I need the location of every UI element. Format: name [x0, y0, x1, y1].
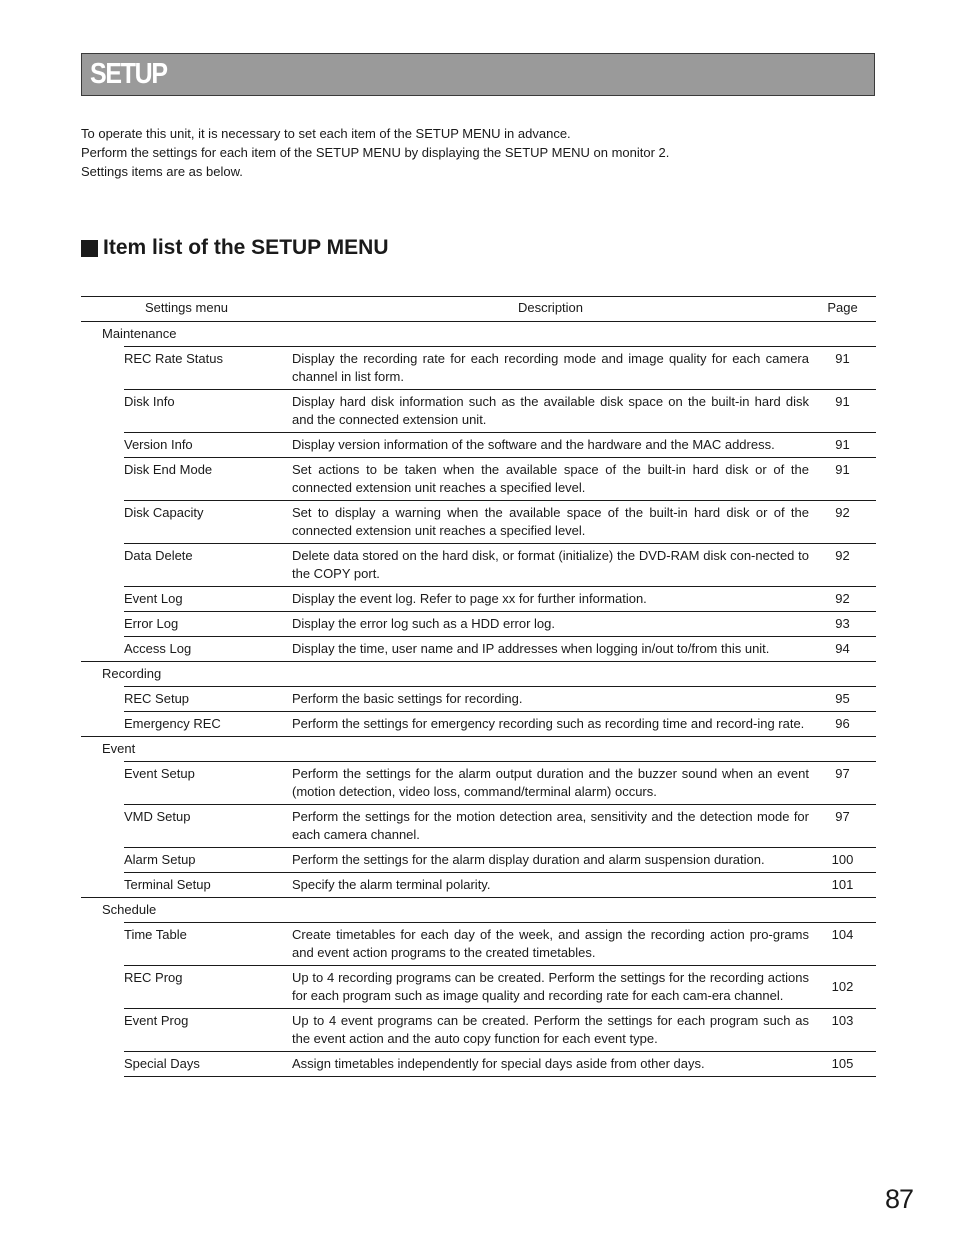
setting-name: Disk Capacity — [124, 501, 292, 544]
indent-cell — [81, 347, 124, 390]
section-heading — [81, 236, 388, 260]
setting-page: 91 — [809, 433, 876, 458]
setting-name: REC Prog — [124, 966, 292, 1009]
category-row — [81, 898, 876, 923]
table-row — [81, 966, 876, 1009]
setting-name: Version Info — [124, 433, 292, 458]
setting-page: 92 — [809, 544, 876, 587]
setting-page: 92 — [809, 501, 876, 544]
setting-description: Up to 4 event programs can be created. Perform the settings for each program such as the event action and the auto copy function for each event type. — [292, 1009, 809, 1052]
setting-name: Data Delete — [124, 544, 292, 587]
setting-page: 102 — [809, 966, 876, 1009]
setting-description: Display version information of the software and the hardware and the MAC address. — [292, 433, 809, 458]
setting-name: Alarm Setup — [124, 848, 292, 873]
setting-name: VMD Setup — [124, 805, 292, 848]
category-row — [81, 322, 876, 347]
indent-cell — [81, 433, 124, 458]
category-row — [81, 662, 876, 687]
setting-page: 94 — [809, 637, 876, 662]
setting-description: Perform the settings for the motion detection area, sensitivity and the detection mode for each camera channel. — [292, 805, 809, 848]
setting-page: 91 — [809, 458, 876, 501]
title-bar — [81, 53, 875, 96]
indent-cell — [81, 501, 124, 544]
setting-page: 91 — [809, 390, 876, 433]
intro-line: To operate this unit, it is necessary to set each item of the SETUP MENU in advance. — [81, 126, 571, 141]
indent-cell — [81, 1052, 124, 1077]
table-row — [81, 923, 876, 966]
category-name: Maintenance — [102, 326, 177, 341]
page-number: 87 — [885, 1184, 914, 1214]
indent-cell — [81, 712, 124, 737]
category-row — [81, 737, 876, 762]
setting-description: Display the error log such as a HDD error log. — [292, 612, 809, 637]
setting-description: Delete data stored on the hard disk, or format (initialize) the DVD-RAM disk con-nected to the COPY port. — [292, 544, 809, 587]
table-row — [81, 347, 876, 390]
indent-cell — [81, 612, 124, 637]
table-row — [81, 501, 876, 544]
header-page: Page — [827, 300, 858, 315]
category-name: Schedule — [81, 898, 876, 923]
setting-name: Emergency REC — [124, 712, 292, 737]
setting-description: Display the time, user name and IP addresses when logging in/out to/from this unit. — [292, 637, 809, 662]
setting-page: 92 — [809, 587, 876, 612]
indent-cell — [81, 848, 124, 873]
section-heading-text: Item list of the SETUP MENU — [103, 236, 389, 259]
indent-cell — [81, 1009, 124, 1052]
setting-page: 104 — [809, 923, 876, 966]
setting-page: 91 — [809, 347, 876, 390]
setting-name: REC Setup — [124, 687, 292, 712]
intro-text — [81, 124, 881, 181]
setting-name: Event Log — [124, 587, 292, 612]
header-settings-menu: Settings menu — [144, 300, 229, 315]
intro-line: Perform the settings for each item of the SETUP MENU by displaying the SETUP MENU on monitor 2. — [81, 145, 670, 160]
table-row — [81, 637, 876, 662]
table-row — [81, 687, 876, 712]
page-title: SETUP — [90, 58, 167, 90]
setting-description: Perform the settings for the alarm display duration and alarm suspension duration. — [292, 848, 809, 873]
setting-description: Assign timetables independently for special days aside from other days. — [292, 1052, 809, 1077]
indent-cell — [81, 966, 124, 1009]
setting-name: Terminal Setup — [124, 873, 292, 898]
category-name: Event — [81, 737, 876, 762]
setting-description: Perform the settings for the alarm output duration and the buzzer sound when an event (motion detection, video loss, command/terminal alarm) occurs. — [292, 762, 809, 805]
setting-name: Disk End Mode — [124, 458, 292, 501]
setting-page: 97 — [809, 805, 876, 848]
table-row — [81, 433, 876, 458]
setting-description: Display hard disk information such as the available disk space on the built-in hard disk and the connected extension unit. — [292, 390, 809, 433]
setting-description: Create timetables for each day of the week, and assign the recording action pro-grams and event action programs to the created timetables. — [292, 923, 809, 966]
setting-description: Set to display a warning when the available space of the built-in hard disk or of the connected extension unit reaches a specified level. — [292, 501, 809, 544]
indent-cell — [81, 390, 124, 433]
table-row — [81, 612, 876, 637]
setting-description: Display the event log. Refer to page xx for further information. — [292, 587, 809, 612]
table-row — [81, 805, 876, 848]
indent-cell — [81, 458, 124, 501]
table-row — [81, 587, 876, 612]
indent-cell — [81, 544, 124, 587]
setting-page: 103 — [809, 1009, 876, 1052]
setting-description: Perform the settings for emergency recording such as recording time and record-ing rate. — [292, 712, 809, 737]
indent-cell — [81, 637, 124, 662]
table-row — [81, 1009, 876, 1052]
setting-description: Perform the basic settings for recording. — [292, 687, 809, 712]
setting-page: 101 — [809, 873, 876, 898]
category-name: Recording — [81, 662, 876, 687]
setting-name: Time Table — [124, 923, 292, 966]
setup-menu-table — [81, 296, 876, 1077]
table-row — [81, 848, 876, 873]
setting-page: 96 — [809, 712, 876, 737]
table-row — [81, 390, 876, 433]
setting-page: 100 — [809, 848, 876, 873]
setting-name: Access Log — [124, 637, 292, 662]
indent-cell — [81, 762, 124, 805]
intro-line: Settings items are as below. — [81, 164, 243, 179]
table-row — [81, 1052, 876, 1077]
setting-description: Display the recording rate for each recording mode and image quality for each camera channel in list form. — [292, 347, 809, 390]
setting-description: Specify the alarm terminal polarity. — [292, 873, 809, 898]
table-body — [81, 322, 876, 1077]
setting-page: 95 — [809, 687, 876, 712]
table-row — [81, 762, 876, 805]
setting-page: 105 — [809, 1052, 876, 1077]
indent-cell — [81, 923, 124, 966]
table-row — [81, 873, 876, 898]
table-row — [81, 544, 876, 587]
setting-name: Special Days — [124, 1052, 292, 1077]
setting-page: 97 — [809, 762, 876, 805]
setting-page: 93 — [809, 612, 876, 637]
indent-cell — [81, 687, 124, 712]
header-description: Description — [517, 300, 584, 315]
indent-cell — [81, 873, 124, 898]
setting-name: Disk Info — [124, 390, 292, 433]
table-row — [81, 712, 876, 737]
table-row — [81, 458, 876, 501]
square-bullet-icon — [81, 240, 98, 257]
setting-name: Error Log — [124, 612, 292, 637]
table-header-row — [81, 297, 876, 322]
setting-name: Event Setup — [124, 762, 292, 805]
indent-cell — [81, 587, 124, 612]
setting-description: Set actions to be taken when the available space of the built-in hard disk or of the connected extension unit reaches a specified level. — [292, 458, 809, 501]
setting-description: Up to 4 recording programs can be created. Perform the settings for the recording actions for each program such as image quality and recording rate for each cam-era channel. — [292, 966, 809, 1009]
indent-cell — [81, 805, 124, 848]
setting-name: REC Rate Status — [124, 347, 292, 390]
setting-name: Event Prog — [124, 1009, 292, 1052]
